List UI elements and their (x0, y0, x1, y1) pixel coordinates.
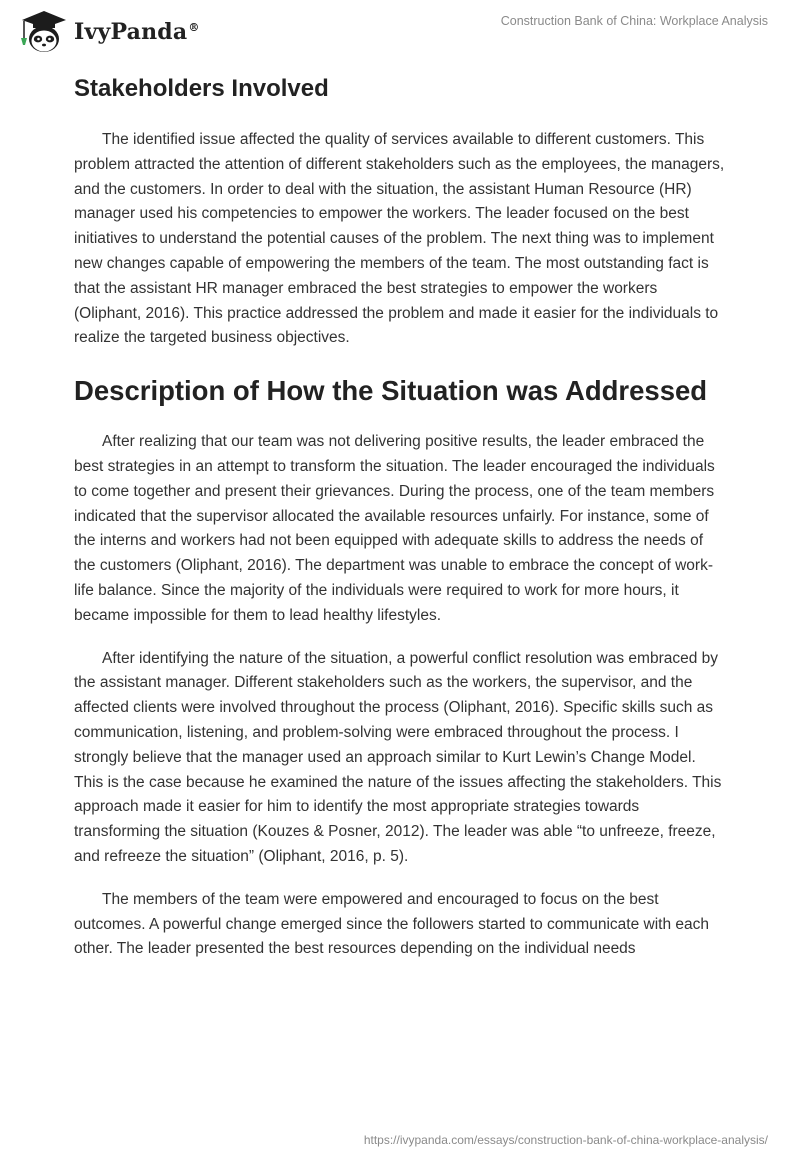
page-header (0, 0, 800, 60)
panda-graduate-icon (14, 8, 70, 54)
paragraph: After identifying the nature of the situation, a powerful conflict resolution was embraced by the assistant manager. Different stakeholders such as the workers, the supervisor, and the affected clients were involved throughout the process (Oliphant, 2016). Specific skills such as communication, listening, and problem-solving were embraced throughout the process. I strongly believe that the manager used an approach similar to Kurt Lewin’s Change Model. This is the case because he examined the nature of the issues affecting the stakeholders. This approach made it easier for him to identify the most appropriate strategies towards transforming the situation (Kouzes & Posner, 2012). The leader was able “to unfreeze, freeze, and refreeze the situation” (Oliphant, 2016, p. 5). (74, 649, 722, 865)
brand-name: IvyPanda® (74, 19, 200, 45)
document-title: Construction Bank of China: Workplace Analysis (500, 14, 768, 28)
section-heading-description: Description of How the Situation was Addressed (74, 375, 708, 407)
paragraph: After realizing that our team was not delivering positive results, the leader embraced the best strategies in an attempt to transform the situation. The leader encouraged the individuals to come together and present their grievances. During the process, one of the team members indicated that the supervisor allocated the available resources unfairly. For instance, some of the interns and workers had not been equipped with adequate skills to address the needs of the customers (Oliphant, 2016). The department was unable to embrace the concept of work-life balance. Since the majority of the individuals were required to work for more hours, it became impossible for them to lead healthy lifestyles. (74, 433, 715, 624)
paragraph: The identified issue affected the quality of services available to different customers. This problem attracted the attention of different stakeholders such as the employees, the managers, and the customers. In order to deal with the situation, the assistant Human Resource (HR) manager used his competencies to empower the workers. The leader focused on the best initiatives to understand the potential causes of the problem. The next thing was to implement new changes capable of empowering the members of the team. The most outstanding fact is that the assistant HR manager embraced the best strategies to empower the workers (Oliphant, 2016). This practice addressed the problem and made it easier for the individuals to realize the targeted business objectives. (74, 131, 725, 347)
essay-content (74, 70, 728, 980)
source-url-link[interactable]: https://ivypanda.com/essays/construction-bank-of-china-workplace-analysis/ (363, 1133, 768, 1147)
section-heading-stakeholders: Stakeholders Involved (74, 75, 329, 102)
ivypanda-logo[interactable] (14, 8, 200, 54)
paragraph: The members of the team were empowered and encouraged to focus on the best outcomes. A powerful change emerged since the followers started to communicate with each other. The leader presented the best resources depending on the individual needs (74, 890, 709, 958)
